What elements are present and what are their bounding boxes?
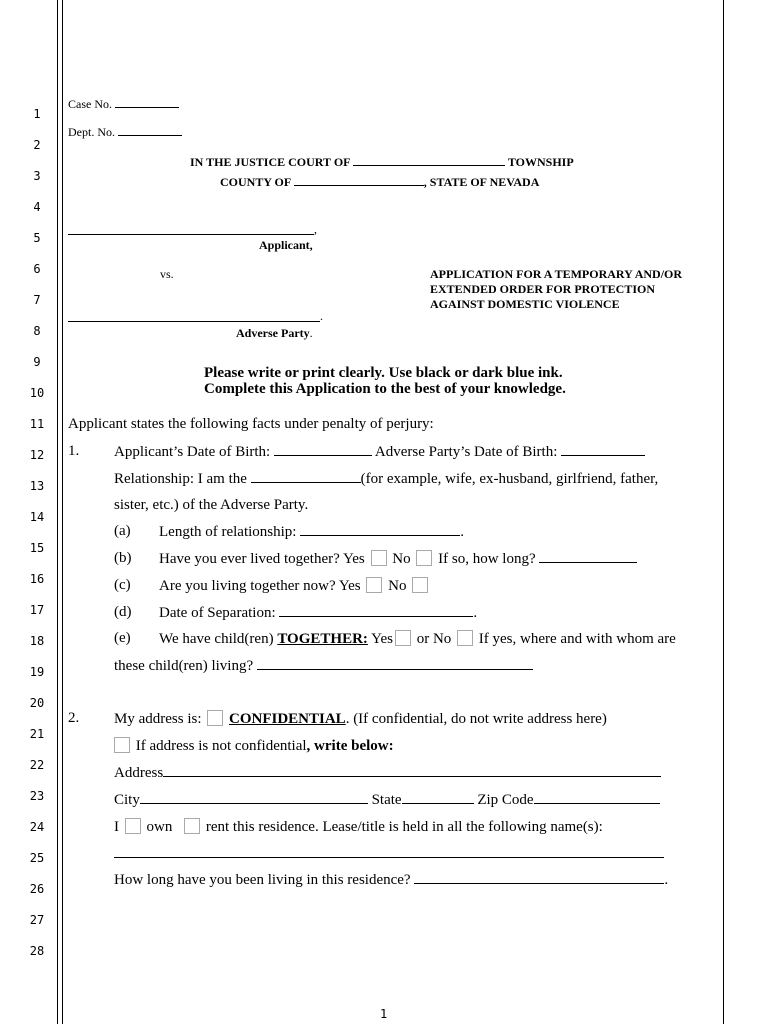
line-number: 5 (33, 231, 41, 245)
confidential-checkbox[interactable] (207, 710, 223, 726)
dept-no (68, 123, 182, 140)
item-b (159, 550, 637, 568)
zip-field[interactable] (534, 791, 660, 804)
title-line-3: AGAINST DOMESTIC VIOLENCE (430, 297, 620, 311)
line-number: 17 (29, 603, 45, 617)
right-margin-line (723, 0, 724, 1024)
line-number: 21 (29, 727, 45, 741)
line-number: 8 (33, 324, 41, 338)
relationship-length-field[interactable] (300, 523, 460, 536)
own-label: own (146, 819, 173, 835)
county-field[interactable] (294, 173, 424, 186)
court-line-1 (190, 153, 574, 170)
state-field[interactable] (402, 791, 474, 804)
city-state-zip-row (114, 791, 660, 809)
line-number: 28 (29, 944, 45, 958)
not-confidential-text: If address is not confidential (135, 738, 307, 754)
dob-label: Applicant’s Date of Birth: (114, 444, 271, 460)
separation-date-field[interactable] (279, 604, 473, 617)
item-e-cont (114, 657, 533, 675)
line-number: 11 (29, 417, 45, 431)
line-number: 12 (29, 448, 45, 462)
case-no-label: Case No. (68, 97, 112, 111)
item-e (159, 630, 676, 648)
i-label: I (114, 819, 119, 835)
address-row (114, 710, 607, 728)
item-e-letter: (e) (114, 630, 131, 646)
line-number: 26 (29, 882, 45, 896)
adverse-dob-field[interactable] (561, 443, 645, 456)
court-line-2-end: , STATE OF NEVADA (423, 175, 540, 189)
adverse-dob-label: Adverse Party’s Date of Birth: (374, 444, 558, 460)
item-c (159, 577, 430, 595)
line-number: 22 (29, 758, 45, 772)
title-line-1: APPLICATION FOR A TEMPORARY AND/OR (430, 267, 683, 281)
applicant-label: Applicant, (259, 238, 313, 252)
item-b-letter: (b) (114, 550, 132, 566)
confidential-label: CONFIDENTIAL (229, 711, 346, 727)
address-label: My address is: (114, 711, 202, 727)
write-below-text: , write below: (306, 738, 394, 754)
living-together-yes-checkbox[interactable] (366, 577, 382, 593)
item-e-cont-text: these child(ren) living? (114, 658, 254, 674)
township-field[interactable] (353, 153, 505, 166)
item-e-ifyes: If yes, where and with whom are (478, 631, 676, 647)
lived-together-no-checkbox[interactable] (416, 550, 432, 566)
line-number: 10 (29, 386, 45, 400)
left-margin-line-1 (57, 0, 58, 1024)
line-number: 13 (29, 479, 45, 493)
line-number: 2 (33, 138, 41, 152)
how-long-row: How long have you been living in this residence? . (114, 872, 669, 888)
adverse-party-name-field[interactable] (68, 321, 320, 322)
court-line-1-end: TOWNSHIP (507, 155, 574, 169)
applicant-comma: , (314, 222, 317, 236)
line-number: 18 (29, 634, 45, 648)
together-label: TOGETHER: (277, 631, 368, 647)
item-a-letter: (a) (114, 523, 131, 539)
section-2-number: 2. (68, 710, 80, 726)
item-e-orno: or No (416, 631, 452, 647)
line-number: 6 (33, 262, 41, 276)
adverse-period: . (320, 309, 323, 323)
line-number: 20 (29, 696, 45, 710)
line-number: 1 (33, 107, 41, 121)
street-address-field[interactable] (163, 764, 661, 777)
left-margin-line-2 (62, 0, 63, 1024)
relationship-cont: sister, etc.) of the Adverse Party. (114, 497, 309, 513)
children-no-checkbox[interactable] (457, 630, 473, 646)
line-number: 9 (33, 355, 41, 369)
court-line-2-text: COUNTY OF (220, 175, 291, 189)
line-number: 3 (33, 169, 41, 183)
dept-no-field[interactable] (118, 123, 182, 136)
city-field[interactable] (140, 791, 368, 804)
adverse-party-label-text: Adverse Party (236, 326, 310, 340)
item-b-text: Have you ever lived together? Yes (159, 551, 365, 567)
children-yes-checkbox[interactable] (395, 630, 411, 646)
relationship-example: (for example, wife, ex-husband, girlfriend, father, (360, 471, 659, 487)
relationship-row (114, 470, 658, 488)
lease-names-field[interactable] (114, 857, 664, 858)
line-number: 7 (33, 293, 41, 307)
intro-text: Applicant states the following facts under penalty of perjury: (68, 416, 434, 432)
instruction-line-1: Please write or print clearly. Use black or dark blue ink. (204, 365, 563, 381)
rent-checkbox[interactable] (184, 818, 200, 834)
lived-together-yes-checkbox[interactable] (371, 550, 387, 566)
dept-no-label: Dept. No. (68, 125, 115, 139)
how-long-label: How long have you been living in this residence? (114, 872, 411, 888)
title-line-2: EXTENDED ORDER FOR PROTECTION (430, 282, 656, 296)
adverse-party-label: Adverse Party. (236, 326, 313, 340)
item-d-letter: (d) (114, 604, 132, 620)
case-no-field[interactable] (115, 95, 179, 108)
line-number: 15 (29, 541, 45, 555)
court-line-1-text: IN THE JUSTICE COURT OF (190, 155, 351, 169)
line-number: 24 (29, 820, 45, 834)
item-d: Date of Separation: . (159, 605, 478, 621)
court-line-2 (220, 173, 539, 190)
line-number: 19 (29, 665, 45, 679)
zip-label: Zip Code (477, 792, 534, 808)
residence-duration-field[interactable] (414, 871, 664, 884)
applicant-name-field[interactable] (68, 234, 314, 235)
item-b-no: No (392, 551, 411, 567)
vs-label: vs. (160, 267, 174, 281)
residence-row (114, 818, 603, 836)
line-number: 23 (29, 789, 45, 803)
street-address-row (114, 764, 661, 782)
section-1-number: 1. (68, 443, 80, 459)
item-a: Length of relationship: . (159, 524, 464, 540)
line-number: 4 (33, 200, 41, 214)
item-c-letter: (c) (114, 577, 131, 593)
dob-row (114, 443, 645, 461)
item-d-text: Date of Separation: (159, 605, 276, 621)
item-e-yes: Yes (371, 631, 393, 647)
line-number: 16 (29, 572, 45, 586)
item-c-no: No (388, 578, 407, 594)
city-label: City (114, 792, 140, 808)
own-checkbox[interactable] (125, 818, 141, 834)
living-together-no-checkbox[interactable] (412, 577, 428, 593)
item-b-howlong: If so, how long? (438, 551, 536, 567)
relationship-label: Relationship: I am the (114, 471, 247, 487)
children-location-field[interactable] (257, 657, 533, 670)
line-number: 25 (29, 851, 45, 865)
item-e-text: We have child(ren) (159, 631, 274, 647)
state-label: State (371, 792, 402, 808)
instruction-line-2: Complete this Application to the best of your knowledge. (204, 381, 566, 397)
item-c-text: Are you living together now? Yes (159, 578, 361, 594)
not-confidential-row (114, 737, 394, 755)
applicant-dob-field[interactable] (274, 443, 372, 456)
not-confidential-checkbox[interactable] (114, 737, 130, 753)
rent-label: rent this residence. Lease/title is held in all the following name(s): (205, 819, 603, 835)
relationship-field[interactable] (251, 470, 361, 483)
case-no (68, 95, 179, 112)
item-a-text: Length of relationship: (159, 524, 297, 540)
line-number: 14 (29, 510, 45, 524)
line-number: 27 (29, 913, 45, 927)
confidential-note: . (If confidential, do not write address here) (345, 711, 607, 727)
page-number: 1 (380, 1007, 388, 1021)
lived-together-duration-field[interactable] (539, 550, 637, 563)
street-address-label: Address (114, 765, 164, 781)
